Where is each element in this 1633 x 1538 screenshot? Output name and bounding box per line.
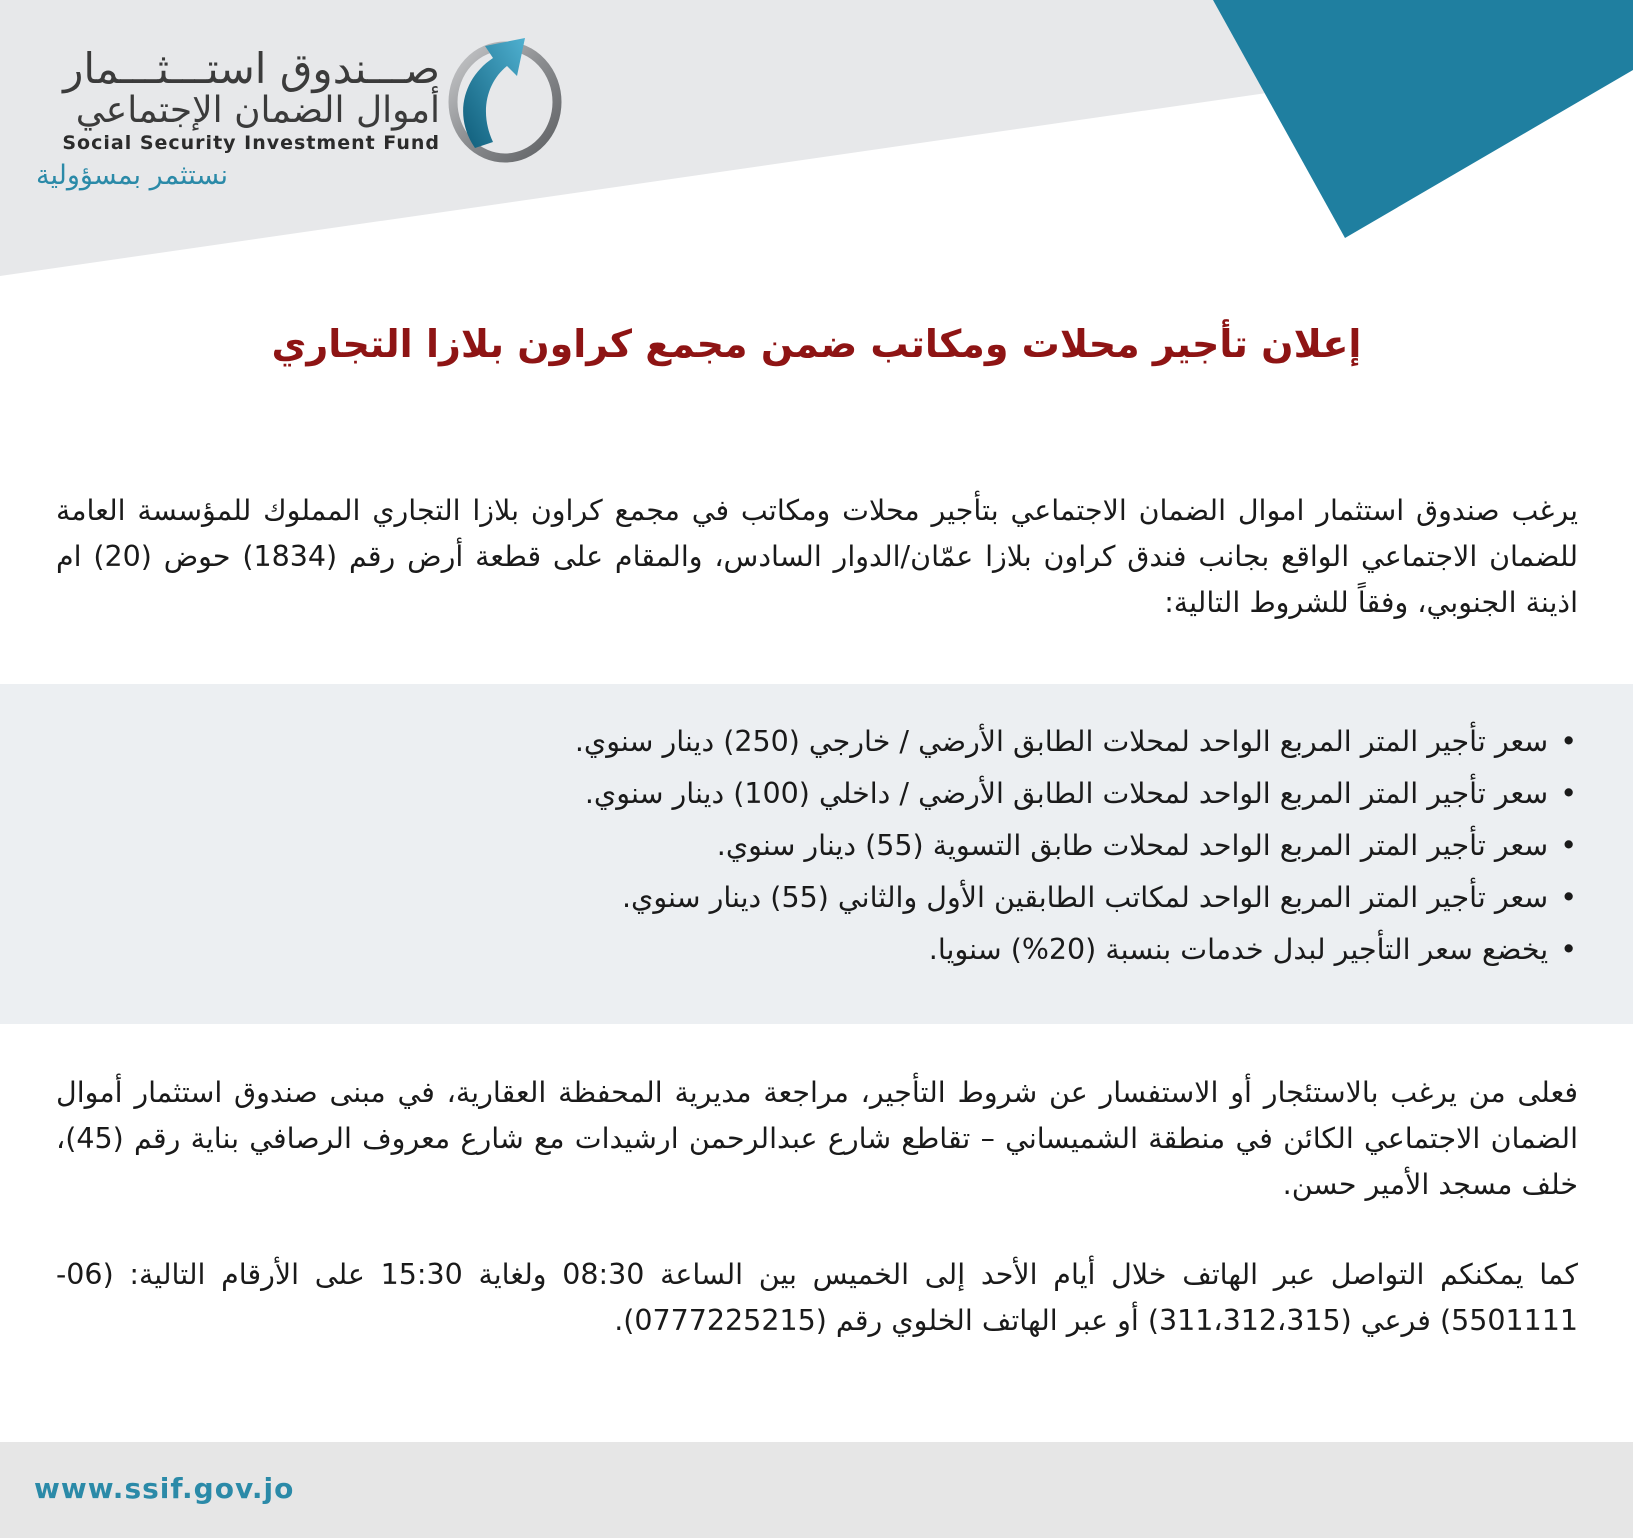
arrow-ring-logo-icon xyxy=(435,20,565,170)
term-item: • سعر تأجير المتر المربع الواحد لمكاتب الطابقين الأول والثاني (55) دينار سنوي. xyxy=(277,872,1577,924)
term-item: • سعر تأجير المتر المربع الواحد لمحلات الطابق الأرضي / خارجي (250) دينار سنوي. xyxy=(277,716,1577,768)
ssif-logo[interactable] xyxy=(30,20,550,200)
logo-name-ar-line1: صـــندوق استـــثـــمار xyxy=(63,44,440,93)
logo-name-en: Social Security Investment Fund xyxy=(62,132,440,154)
inquiry-paragraph: فعلى من يرغب بالاستئجار أو الاستفسار عن شروط التأجير، مراجعة مديرية المحفظة العقارية، في مبنى صندوق استثمار أموال الضمان الاجتماعي الكائن في منطقة الشميساني – تقاطع شارع عبدالرحمن ارشيدات مع شارع معروف الرصافي بناية رقم (45)، خلف مسجد الأمير حسن. xyxy=(56,1076,1578,1201)
announcement-title: إعلان تأجير محلات ومكاتب ضمن مجمع كراون بلازا التجاري xyxy=(271,322,1362,366)
contact-paragraph: كما يمكنكم التواصل عبر الهاتف خلال أيام الأحد إلى الخميس بين الساعة 08:30 ولغاية 15:30 على الأرقام التالية: (06-5501111) فرعي (311،312،315) أو عبر الهاتف الخلوي رقم (0777225215). xyxy=(56,1258,1578,1337)
intro-paragraph: يرغب صندوق استثمار اموال الضمان الاجتماعي بتأجير محلات ومكاتب في مجمع كراون بلازا التجاري المملوك للمؤسسة العامة للضمان الاجتماعي الواقع بجانب فندق كراون بلازا عمّان/الدوار السادس، والمقام على قطعة أرض رقم (1834) حوض (20) ام اذينة الجنوبي، وفقاً للشروط التالية: xyxy=(56,494,1579,619)
term-item: • سعر تأجير المتر المربع الواحد لمحلات الطابق الأرضي / داخلي (100) دينار سنوي. xyxy=(277,768,1577,820)
logo-tagline: نستثمر بمسؤولية xyxy=(36,160,229,191)
terms-list xyxy=(277,716,1577,976)
term-item: • سعر تأجير المتر المربع الواحد لمحلات طابق التسوية (55) دينار سنوي. xyxy=(277,820,1577,872)
website-link[interactable]: www.ssif.gov.jo xyxy=(34,1472,295,1505)
term-item: • يخضع سعر التأجير لبدل خدمات بنسبة (20%) سنويا. xyxy=(277,924,1577,976)
logo-name-ar-line2: أموال الضمان الإجتماعي xyxy=(75,90,440,131)
